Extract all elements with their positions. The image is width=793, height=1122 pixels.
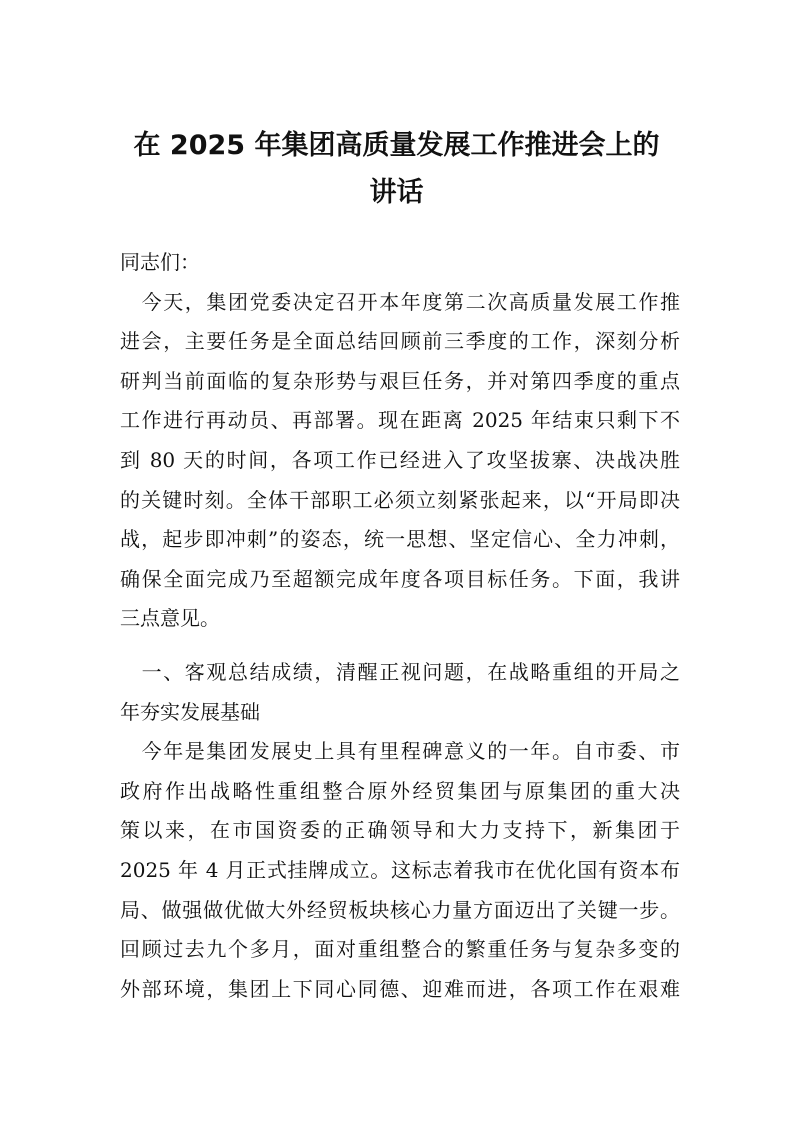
title-line-2: 讲话: [369, 177, 424, 208]
paragraph: [120, 283, 680, 639]
document-body: [120, 243, 680, 1009]
document-title: [100, 122, 693, 216]
text-line: 回顾过去九个多月，面对重组整合的繁重任务与复杂多变的: [120, 937, 680, 962]
text-line: 三点意见。: [120, 606, 220, 631]
text-line: 政府作出战略性重组整合原外经贸集团与原集团的重大决: [120, 778, 680, 803]
text-line: 今年是集团发展史上具有里程碑意义的一年。自市委、市: [120, 739, 680, 764]
text-line: 研判当前面临的复杂形势与艰巨任务，并对第四季度的重点: [120, 368, 680, 393]
paragraph-gap: [120, 639, 680, 653]
paragraphs: [120, 283, 680, 1010]
text-line: 工作进行再动员、再部署。现在距离 2025 年结束只剩下不: [120, 408, 680, 433]
text-line: 年夯实发展基础: [120, 699, 260, 724]
text-line: 局、做强做优做大外经贸板块核心力量方面迈出了关键一步。: [120, 897, 680, 922]
salutation: 同志们：: [120, 250, 200, 274]
text-line: 战，起步即冲刺”的姿态，统一思想、坚定信心、全力冲刺，: [120, 527, 680, 552]
text-line: 今天，集团党委决定召开本年度第二次高质量发展工作推: [120, 289, 680, 314]
text-line: 到 80 天的时间，各项工作已经进入了攻坚拔寨、决战决胜: [120, 447, 680, 472]
paragraph: [120, 732, 680, 1009]
text-line: 进会，主要任务是全面总结回顾前三季度的工作，深刻分析: [120, 329, 680, 354]
text-line: 一、客观总结成绩，清醒正视问题，在战略重组的开局之: [120, 659, 680, 684]
text-line: 2025 年 4 月正式挂牌成立。这标志着我市在优化国有资本布: [120, 857, 680, 882]
text-line: 确保全面完成乃至超额完成年度各项目标任务。下面，我讲: [120, 566, 680, 591]
text-line: 的关键时刻。全体干部职工必须立刻紧张起来，以“开局即决: [120, 487, 680, 512]
text-line: 策以来，在市国资委的正确领导和大力支持下，新集团于: [120, 818, 680, 843]
paragraph: [120, 653, 680, 732]
title-line-1: 在 2025 年集团高质量发展工作推进会上的: [133, 130, 660, 161]
text-line: 外部环境，集团上下同心同德、迎难而进，各项工作在艰难: [120, 976, 680, 1001]
